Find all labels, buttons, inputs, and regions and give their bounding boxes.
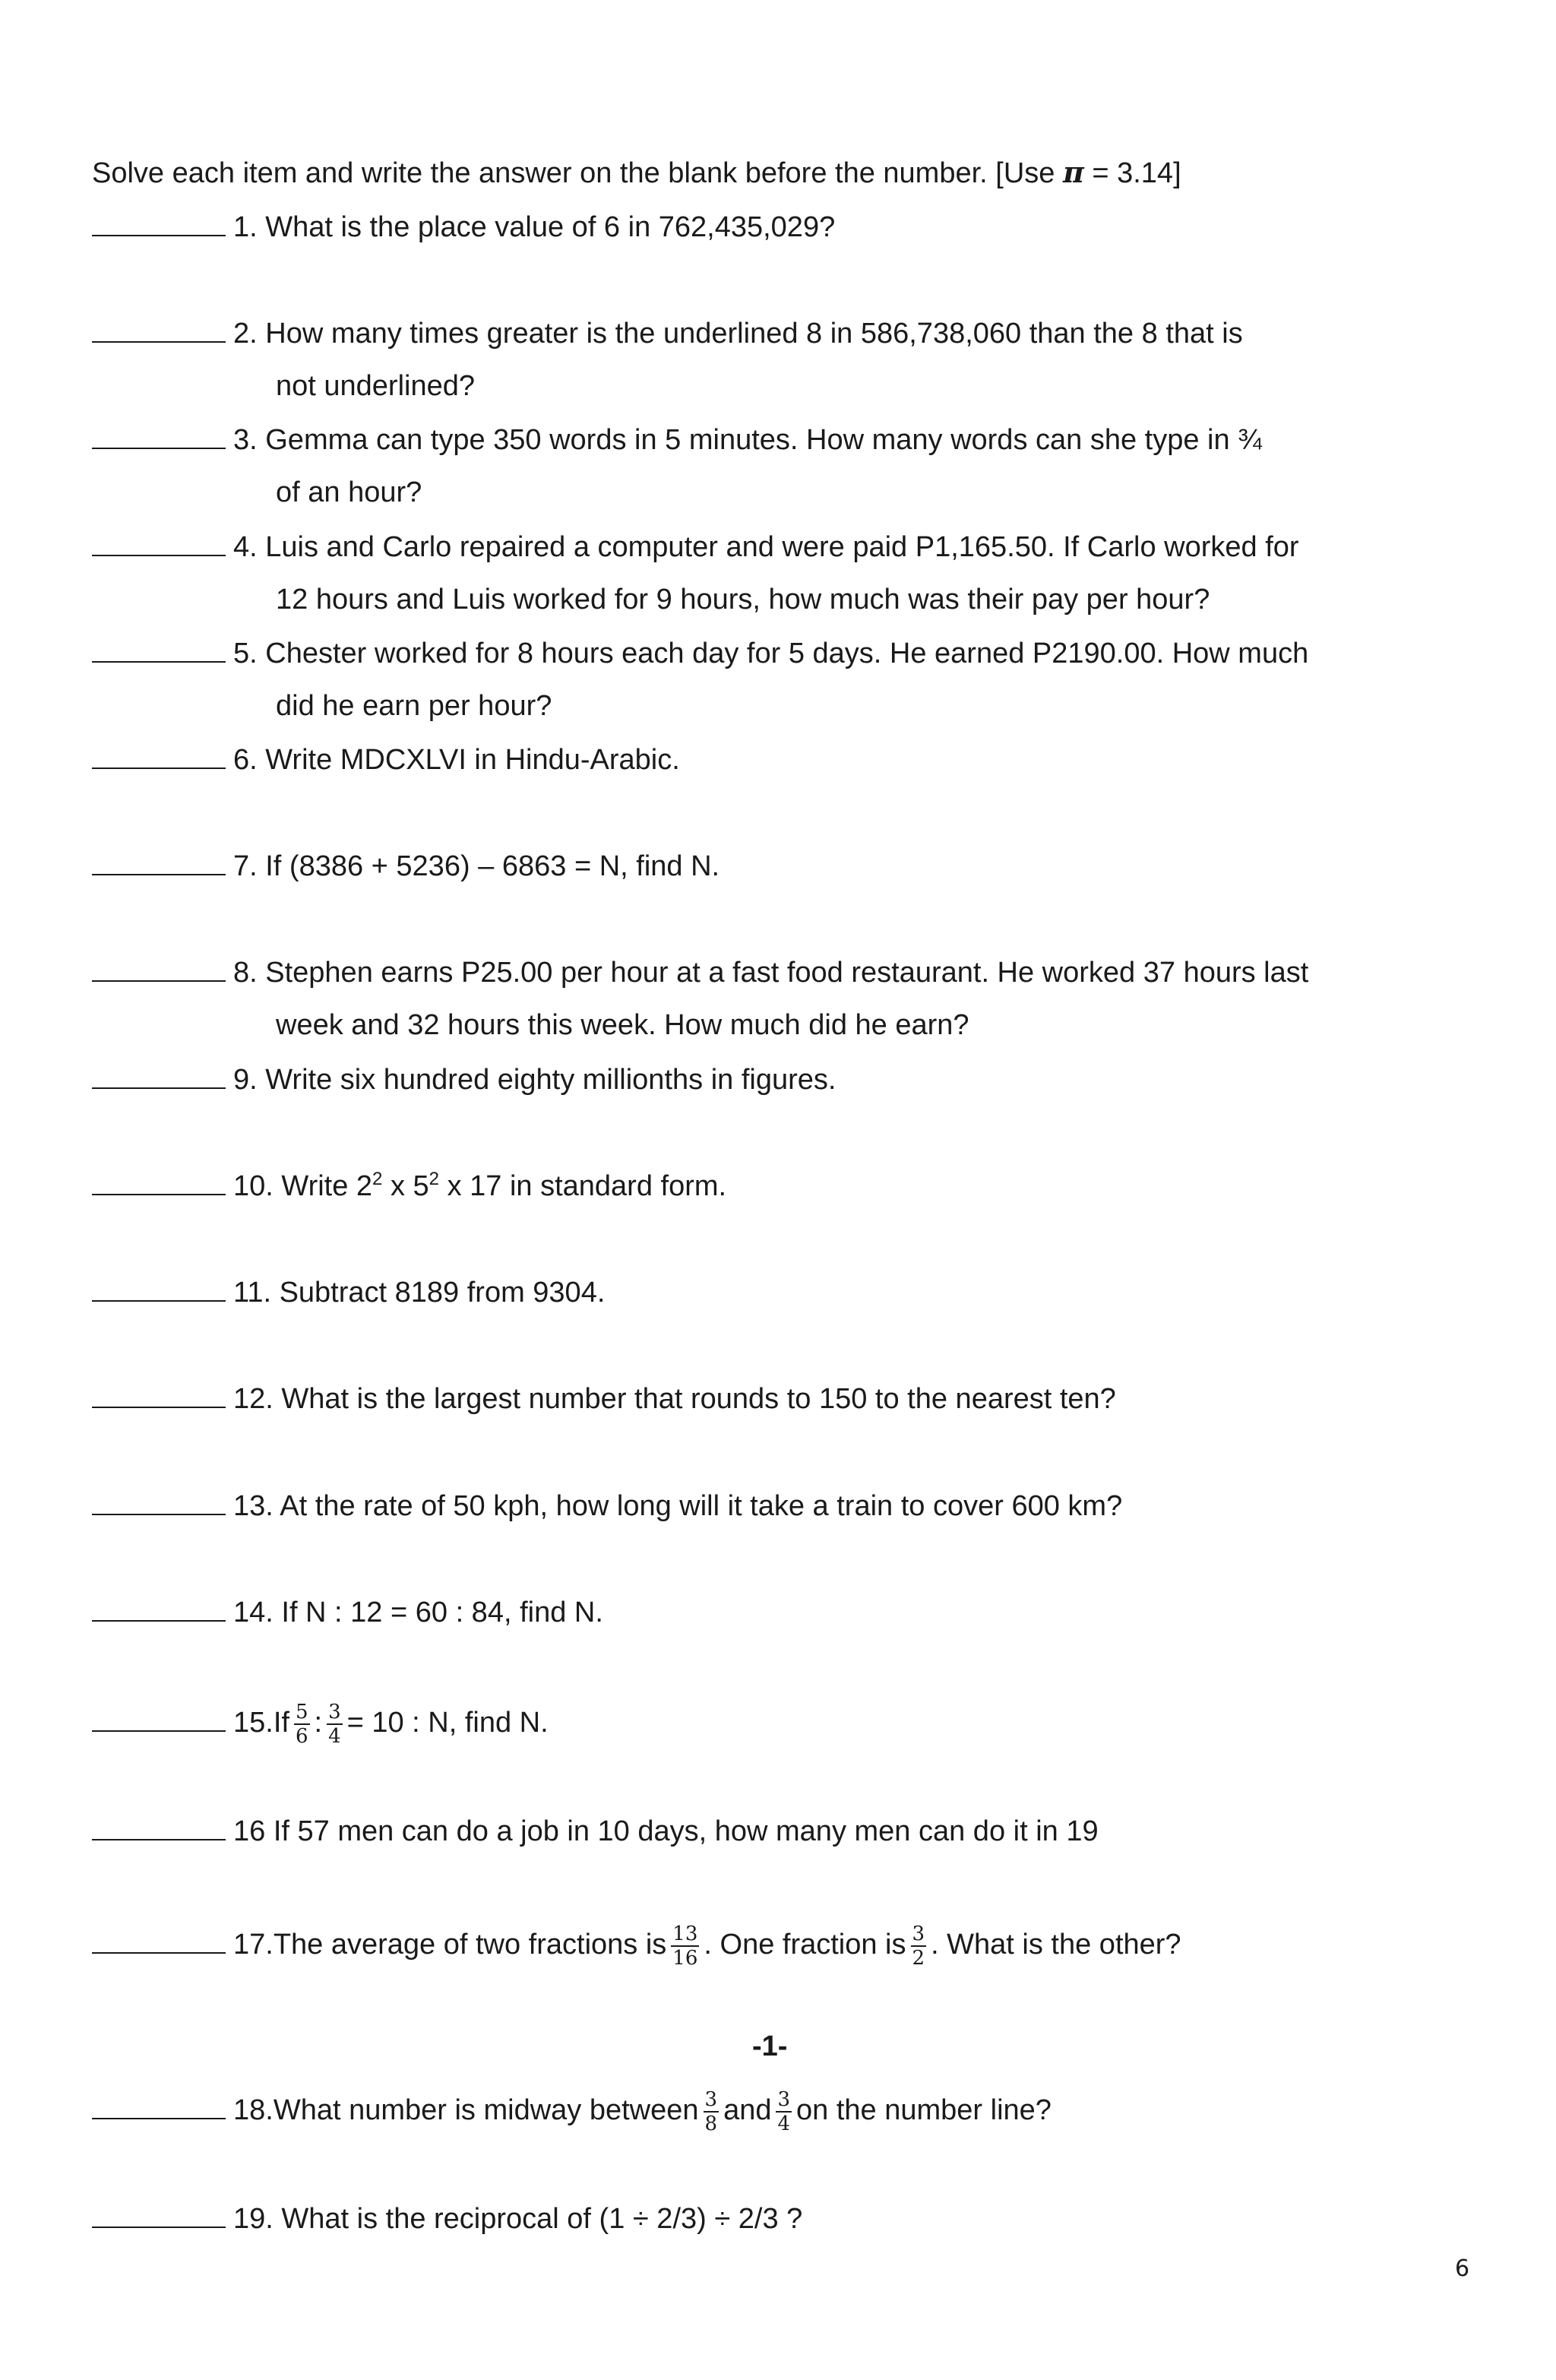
- question-12-text: 12. What is the largest number that rounds to 150 to the nearest ten?: [233, 1383, 1116, 1415]
- instructions-text: Solve each item and write the answer on the blank before the number. [Use: [92, 157, 1063, 189]
- question-10-text: x 17 in standard form.: [439, 1170, 727, 1202]
- answer-blank-3[interactable]: [92, 422, 226, 449]
- question-15-text: 15.If: [233, 1707, 289, 1739]
- question-8-text: 8. Stephen earns P25.00 per hour at a fast food restaurant. He worked 37 hours last: [233, 957, 1309, 989]
- question-11-text: 11. Subtract 8189 from 9304.: [233, 1277, 606, 1309]
- fraction: [704, 2088, 719, 2135]
- answer-blank-11[interactable]: [92, 1274, 226, 1302]
- answer-blank-9[interactable]: [92, 1062, 226, 1089]
- question-3-text: 3. Gemma can type 350 words in 5 minutes. How many words can she type in ¾: [233, 424, 1262, 456]
- question-12: [92, 1381, 1116, 1416]
- fraction-denominator: 4: [777, 2113, 791, 2135]
- question-17-text: . What is the other?: [931, 1929, 1181, 1961]
- question-17: [92, 1923, 1181, 1970]
- question-15: [92, 1701, 549, 1748]
- fraction-denominator: 4: [328, 1725, 341, 1748]
- question-6-text: 6. Write MDCXLVI in Hindu-Arabic.: [233, 744, 680, 776]
- fraction-numerator: 13: [672, 1923, 698, 1945]
- fraction-numerator: 3: [704, 2088, 718, 2111]
- answer-blank-18[interactable]: [92, 2092, 226, 2119]
- answer-blank-2[interactable]: [92, 315, 226, 343]
- question-6: [92, 742, 680, 777]
- exponent: 2: [372, 1169, 383, 1189]
- fraction-denominator: 16: [672, 1947, 698, 1970]
- question-19: [92, 2201, 802, 2236]
- question-5-text: 5. Chester worked for 8 hours each day for 5 days. He earned P2190.00. How much: [233, 638, 1309, 669]
- answer-blank-8[interactable]: [92, 954, 226, 982]
- fraction-numerator: 3: [912, 1923, 925, 1945]
- pi-symbol: π: [1062, 155, 1084, 189]
- question-1-text: 1. What is the place value of 6 in 762,435,029?: [233, 211, 836, 243]
- answer-blank-17[interactable]: [92, 1926, 226, 1954]
- ratio-colon: :: [314, 1707, 323, 1739]
- answer-blank-5[interactable]: [92, 635, 226, 663]
- question-8: [92, 954, 1308, 990]
- page-number: 6: [1455, 2255, 1470, 2282]
- question-3: [92, 422, 1262, 457]
- question-16: [92, 1813, 1099, 1849]
- answer-blank-13[interactable]: [92, 1488, 226, 1515]
- fraction: [911, 1923, 927, 1970]
- question-5-continuation: did he earn per hour?: [276, 690, 552, 722]
- question-15-text: = 10 : N, find N.: [346, 1707, 549, 1739]
- question-17-text: 17.The average of two fractions is: [233, 1929, 667, 1961]
- answer-blank-1[interactable]: [92, 209, 226, 236]
- question-7-text: 7. If (8386 + 5236) – 6863 = N, find N.: [233, 850, 720, 882]
- fraction-numerator: 3: [777, 2088, 791, 2111]
- question-4-text: 4. Luis and Carlo repaired a computer and were paid P1,165.50. If Carlo worked for: [233, 531, 1299, 563]
- fraction: [294, 1701, 310, 1748]
- question-7: [92, 848, 719, 884]
- fraction: [671, 1923, 699, 1970]
- instructions: [92, 155, 1181, 191]
- question-3-continuation: of an hour?: [276, 476, 422, 508]
- question-2-text: 2. How many times greater is the underlined 8 in 586,738,060 than the 8 that is: [233, 318, 1243, 350]
- question-10: [92, 1168, 726, 1204]
- answer-blank-14[interactable]: [92, 1594, 226, 1622]
- question-11: [92, 1274, 605, 1310]
- fraction-numerator: 3: [328, 1701, 341, 1723]
- fraction: [327, 1701, 343, 1748]
- answer-blank-15[interactable]: [92, 1704, 226, 1732]
- question-9-text: 9. Write six hundred eighty millionths in figures.: [233, 1064, 837, 1096]
- question-18-text: and: [723, 2094, 772, 2127]
- question-9: [92, 1062, 836, 1097]
- instructions-pi-value: = 3.14]: [1083, 157, 1181, 189]
- question-17-text: . One fraction is: [704, 1929, 906, 1961]
- answer-blank-4[interactable]: [92, 529, 226, 556]
- question-13-text: 13. At the rate of 50 kph, how long will it take a train to cover 600 km?: [233, 1490, 1123, 1522]
- question-14: [92, 1594, 603, 1630]
- fraction: [776, 2088, 792, 2135]
- fraction-numerator: 5: [295, 1701, 308, 1723]
- question-4: [92, 529, 1299, 565]
- question-18-text: 18.What number is midway between: [233, 2094, 699, 2127]
- question-8-continuation: week and 32 hours this week. How much did he earn?: [276, 1009, 969, 1041]
- page-marker: -1-: [752, 2030, 788, 2062]
- question-10-text: 10. Write 2: [233, 1170, 373, 1202]
- question-10-text: x 5: [382, 1170, 429, 1202]
- answer-blank-16[interactable]: [92, 1813, 226, 1840]
- fraction-denominator: 6: [295, 1725, 308, 1748]
- answer-blank-19[interactable]: [92, 2201, 226, 2228]
- question-16-text: 16 If 57 men can do a job in 10 days, how many men can do it in 19: [233, 1815, 1099, 1847]
- question-1: [92, 209, 835, 245]
- answer-blank-7[interactable]: [92, 848, 226, 875]
- question-5: [92, 635, 1308, 671]
- question-2-continuation: not underlined?: [276, 370, 475, 402]
- exponent: 2: [429, 1169, 440, 1189]
- answer-blank-12[interactable]: [92, 1381, 226, 1408]
- fraction-denominator: 2: [912, 1947, 925, 1970]
- question-13: [92, 1488, 1122, 1524]
- question-19-text: 19. What is the reciprocal of (1 ÷ 2/3) ÷ 2/3 ?: [233, 2203, 803, 2235]
- question-18-text: on the number line?: [796, 2094, 1052, 2127]
- answer-blank-10[interactable]: [92, 1168, 226, 1195]
- answer-blank-6[interactable]: [92, 742, 226, 769]
- question-18: [92, 2088, 1052, 2135]
- question-14-text: 14. If N : 12 = 60 : 84, find N.: [233, 1597, 603, 1628]
- question-4-continuation: 12 hours and Luis worked for 9 hours, how much was their pay per hour?: [276, 584, 1210, 616]
- question-2: [92, 315, 1243, 351]
- fraction-denominator: 8: [704, 2113, 718, 2135]
